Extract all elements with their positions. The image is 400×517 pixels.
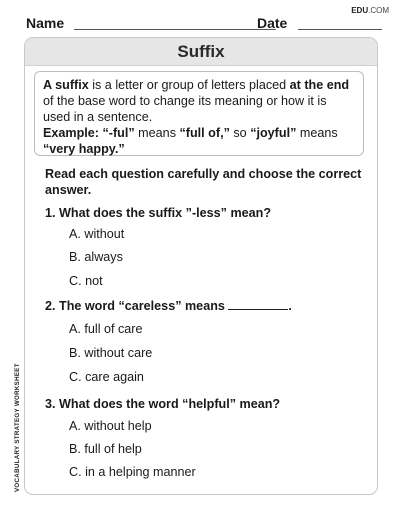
example-word: “joyful”: [250, 126, 297, 140]
question-3: 3. What does the word “helpful” mean?: [45, 397, 281, 411]
example-text-2: so: [229, 126, 251, 140]
side-label: VOCABULARY STRATEGY WORKSHEET: [14, 363, 21, 492]
example-label: Example:: [43, 126, 99, 140]
q2-option-a[interactable]: A. full of care: [69, 322, 143, 336]
q3-option-c[interactable]: C. in a helping manner: [69, 465, 196, 479]
definition-box: [34, 71, 364, 156]
example-text-3: means: [296, 126, 338, 140]
example-meaning: “full of,”: [179, 126, 230, 140]
title-bar: [25, 38, 377, 66]
question-2: [45, 298, 292, 313]
question-2-end: .: [288, 299, 292, 313]
definition-emphasis: at the end: [289, 78, 350, 92]
name-label: Name: [26, 15, 65, 31]
q2-option-b[interactable]: B. without care: [69, 346, 153, 360]
brand-name: EDU: [351, 6, 369, 15]
question-2-text: 2. The word “careless” means: [45, 299, 229, 313]
example-word-meaning: “very happy.”: [43, 142, 125, 156]
definition-text-1: is a letter or group of letters placed: [88, 78, 290, 92]
answer-blank: [228, 298, 288, 310]
date-line[interactable]: [298, 29, 382, 30]
q1-option-c[interactable]: C. not: [69, 274, 103, 288]
brand-suffix: .COM: [368, 6, 389, 15]
example-suffix: “-ful”: [99, 126, 135, 140]
question-1: 1. What does the suffix ”-less” mean?: [45, 206, 272, 220]
brand-logo: [351, 6, 389, 15]
q2-option-c[interactable]: C. care again: [69, 370, 144, 384]
instructions: Read each question carefully and choose the correct answer.: [45, 167, 362, 197]
date-label: Date: [257, 15, 288, 31]
q1-option-b[interactable]: B. always: [69, 250, 123, 264]
worksheet-card: [24, 37, 378, 495]
name-line[interactable]: [74, 29, 276, 30]
definition-text-2: of the base word to change its meaning or how it is used in a sentence.: [43, 94, 327, 124]
q3-option-a[interactable]: A. without help: [69, 419, 152, 433]
example-text-1: means: [134, 126, 180, 140]
q3-option-b[interactable]: B. full of help: [69, 442, 142, 456]
q1-option-a[interactable]: A. without: [69, 227, 125, 241]
name-date-row: [26, 15, 382, 33]
worksheet-title: Suffix: [177, 41, 225, 61]
term: A suffix: [43, 78, 89, 92]
